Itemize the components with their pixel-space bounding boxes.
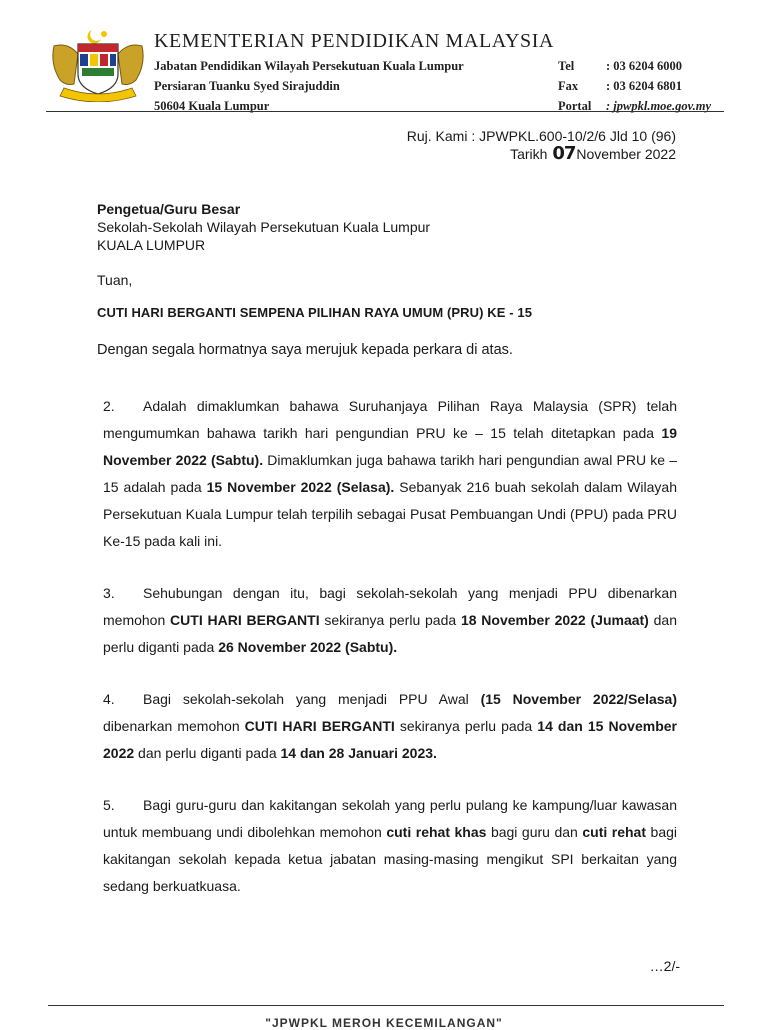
paragraph-text: bagi kakitangan sekolah kepada ketua jabatan masing-masing mengikut SPI berkaitan yang sedang berkuatkuasa. <box>103 824 678 894</box>
contact-value-tel: : 03 6204 6000 <box>606 59 683 73</box>
recipient-line: Pengetua/Guru Besar <box>97 201 241 217</box>
letter-subject: CUTI HARI BERGANTI SEMPENA PILIHAN RAYA UMUM (PRU) KE - 15 <box>97 305 533 320</box>
contact-label-fax: Fax <box>558 79 579 93</box>
paragraph-text: Sebanyak 216 buah sekolah dalam Wilayah Persekutuan Kuala Lumpur telah terpilih sebagai Pusat Pembuangan Undi (PPU) pada PRU Ke-15 pada kali ini. <box>103 479 677 549</box>
paragraph-number: 2. <box>103 398 115 414</box>
contact-value-fax: : 03 6204 6801 <box>606 79 683 93</box>
paragraph-bold: 18 November 2022 (Jumaat) <box>460 612 649 628</box>
paragraph-bold: 26 November 2022 (Sabtu). <box>218 639 398 655</box>
address-line: Persiaran Tuanku Syed Sirajuddin <box>154 79 340 93</box>
paragraph-text: Bagi guru-guru dan kakitangan sekolah yang perlu pulang ke kampung/luar kawasan untuk membuang undi dibolehkan memohon <box>103 797 677 840</box>
paragraph-bold: 19 November 2022 (Sabtu). <box>103 425 677 468</box>
contact-value-portal: : jpwpkl.moe.gov.my <box>606 99 712 113</box>
header-divider <box>46 111 724 112</box>
intro-paragraph: Dengan segala hormatnya saya merujuk kepada perkara di atas. <box>97 342 513 358</box>
paragraph-bold: cuti rehat <box>582 824 647 840</box>
paragraph-text: Dimaklumkan juga bahawa tarikh hari pengundian awal PRU ke – 15 adalah pada <box>103 452 677 495</box>
paragraph-text: sekiranya perlu pada <box>319 612 461 628</box>
date-prefix: Tarikh <box>510 146 548 162</box>
paragraph-bold: 14 dan 28 Januari 2023. <box>280 745 437 761</box>
footer-divider <box>48 1005 724 1006</box>
paragraph-text: dan perlu diganti pada <box>103 612 677 655</box>
paragraph-text: dan perlu diganti pada <box>134 745 281 761</box>
date-rest: November 2022 <box>576 146 676 162</box>
letter-date <box>407 145 676 163</box>
paragraph-text: Bagi sekolah-sekolah yang menjadi PPU Awal <box>143 691 481 707</box>
paragraph-text: bagi guru dan <box>486 824 583 840</box>
recipient-line: Sekolah-Sekolah Wilayah Persekutuan Kuala Lumpur <box>97 219 431 235</box>
footer-motto: "JPWPKL MEROH KECEMILANGAN" <box>265 1016 503 1030</box>
paragraph-bold: CUTI HARI BERGANTI <box>244 718 395 734</box>
paragraph-bold: (15 November 2022/Selasa) <box>480 691 677 707</box>
paragraph-number: 5. <box>103 797 115 813</box>
paragraph-bold: CUTI HARI BERGANTI <box>170 612 320 628</box>
paragraph-number: 4. <box>103 691 115 707</box>
recipient-line: KUALA LUMPUR <box>97 237 206 253</box>
address-line: 50604 Kuala Lumpur <box>154 99 270 113</box>
jata-negara-crest-icon <box>46 26 150 102</box>
paragraph-4 <box>103 686 677 767</box>
reference-block <box>407 128 676 163</box>
letterhead-address <box>154 56 464 116</box>
paragraph-text: dibenarkan memohon <box>103 718 245 734</box>
paragraph-text: Sehubungan dengan itu, bagi sekolah-sekolah yang menjadi PPU dibenarkan memohon <box>103 585 677 628</box>
page-continuation: …2/- <box>649 958 680 974</box>
paragraph-text: Adalah dimaklumkan bahawa Suruhanjaya Pilihan Raya Malaysia (SPR) telah mengumumkan bahawa tarikh hari pengundian PRU ke – 15 telah ditetapkan pada <box>103 398 677 441</box>
paragraph-bold: 15 November 2022 (Selasa). <box>206 479 395 495</box>
date-day-handwritten: 07 <box>552 143 576 164</box>
paragraph-bold: cuti rehat khas <box>386 824 487 840</box>
paragraph-number: 3. <box>103 585 115 601</box>
paragraph-bold: 14 dan 15 November 2022 <box>103 718 677 761</box>
paragraph-text: sekiranya perlu pada <box>394 718 538 734</box>
reference-number: Ruj. Kami : JPWPKL.600-10/2/6 Jld 10 (96) <box>406 128 676 144</box>
contact-label-portal: Portal <box>558 99 592 113</box>
paragraph-2 <box>103 393 677 555</box>
address-line: Jabatan Pendidikan Wilayah Persekutuan Kuala Lumpur <box>154 59 464 73</box>
recipient-block <box>97 200 430 254</box>
ministry-name: KEMENTERIAN PENDIDIKAN MALAYSIA <box>154 30 555 52</box>
salutation: Tuan, <box>97 272 133 288</box>
contact-label-tel: Tel <box>558 59 575 73</box>
letterhead-contact <box>558 56 711 116</box>
paragraph-3 <box>103 580 677 661</box>
paragraph-5 <box>103 792 677 900</box>
